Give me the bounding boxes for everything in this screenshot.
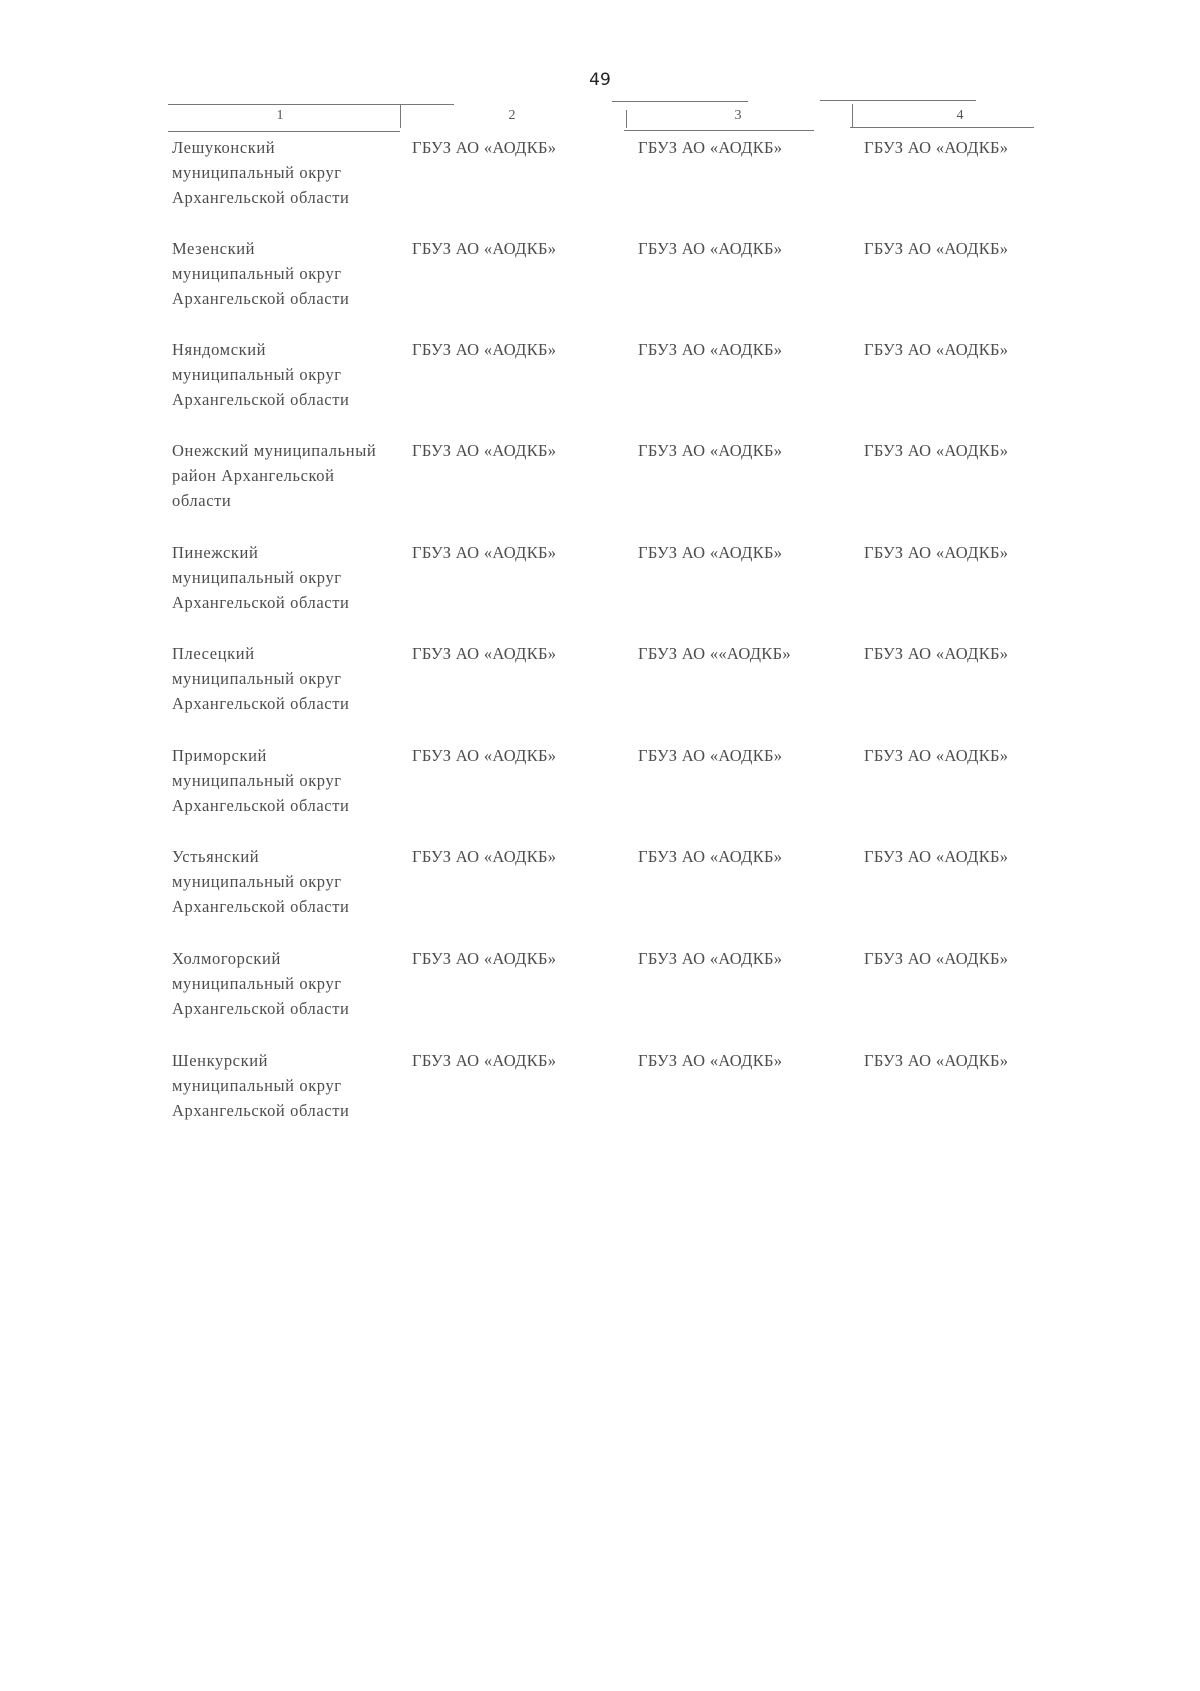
district-line: муниципальный округ (172, 771, 342, 790)
district-cell (172, 946, 397, 1021)
district-line: Архангельской области (172, 289, 350, 308)
district-line: Пинежский (172, 543, 259, 562)
district-cell (172, 337, 397, 412)
district-cell (172, 743, 397, 818)
column-header-1: 1 (276, 108, 284, 123)
header-rule-col4 (820, 100, 976, 101)
org-cell-col2: ГБУЗ АО «АОДКБ» (412, 543, 557, 562)
org-cell-col2: ГБУЗ АО «АОДКБ» (412, 644, 557, 663)
org-cell-col4: ГБУЗ АО «АОДКБ» (864, 239, 1009, 258)
district-line: Плесецкий (172, 644, 255, 663)
org-cell-col4: ГБУЗ АО «АОДКБ» (864, 847, 1009, 866)
org-cell-col2: ГБУЗ АО «АОДКБ» (412, 441, 557, 460)
district-line: Шенкурский (172, 1051, 269, 1070)
district-line: муниципальный округ (172, 264, 342, 283)
org-cell-col4: ГБУЗ АО «АОДКБ» (864, 644, 1009, 663)
header-divider-3 (852, 104, 853, 128)
district-line: Лешуконский (172, 138, 276, 157)
district-line: Устьянский (172, 847, 260, 866)
district-line: Онежский муниципальный (172, 441, 377, 460)
org-cell-col4: ГБУЗ АО «АОДКБ» (864, 949, 1009, 968)
district-line: муниципальный округ (172, 163, 342, 182)
org-cell-col3: ГБУЗ АО «АОДКБ» (638, 441, 783, 460)
district-cell (172, 1048, 397, 1123)
district-cell (172, 438, 397, 513)
header-rule-col3-bottom (624, 130, 814, 131)
column-header-2: 2 (508, 108, 516, 123)
district-line: муниципальный округ (172, 365, 342, 384)
district-line: муниципальный округ (172, 669, 342, 688)
header-divider-1 (400, 104, 401, 128)
org-cell-col2: ГБУЗ АО «АОДКБ» (412, 1051, 557, 1070)
org-cell-col2: ГБУЗ АО «АОДКБ» (412, 746, 557, 765)
org-cell-col3: ГБУЗ АО «АОДКБ» (638, 746, 783, 765)
district-cell (172, 641, 397, 716)
org-cell-col3: ГБУЗ АО «АОДКБ» (638, 138, 783, 157)
district-line: муниципальный округ (172, 974, 342, 993)
column-header-3: 3 (734, 108, 742, 123)
district-line: Архангельской области (172, 188, 350, 207)
column-header-4: 4 (956, 108, 964, 123)
header-rule-col1-bottom (168, 131, 400, 132)
org-cell-col3: ГБУЗ АО ««АОДКБ» (638, 644, 791, 663)
header-rule-col4-bottom (850, 127, 1034, 128)
org-cell-col2: ГБУЗ АО «АОДКБ» (412, 138, 557, 157)
district-line: муниципальный округ (172, 872, 342, 891)
district-line: Холмогорский (172, 949, 281, 968)
district-line: район Архангельской (172, 466, 335, 485)
org-cell-col4: ГБУЗ АО «АОДКБ» (864, 441, 1009, 460)
district-line: Архангельской области (172, 593, 350, 612)
header-divider-2 (626, 110, 627, 128)
org-cell-col3: ГБУЗ АО «АОДКБ» (638, 340, 783, 359)
district-cell (172, 135, 397, 210)
header-rule-col1 (168, 104, 454, 105)
org-cell-col3: ГБУЗ АО «АОДКБ» (638, 239, 783, 258)
org-cell-col4: ГБУЗ АО «АОДКБ» (864, 1051, 1009, 1070)
district-line: Приморский (172, 746, 267, 765)
org-cell-col3: ГБУЗ АО «АОДКБ» (638, 949, 783, 968)
org-cell-col4: ГБУЗ АО «АОДКБ» (864, 138, 1009, 157)
district-line: муниципальный округ (172, 1076, 342, 1095)
org-cell-col4: ГБУЗ АО «АОДКБ» (864, 746, 1009, 765)
org-cell-col4: ГБУЗ АО «АОДКБ» (864, 543, 1009, 562)
org-cell-col4: ГБУЗ АО «АОДКБ» (864, 340, 1009, 359)
district-cell (172, 844, 397, 919)
header-rule-col3 (612, 101, 748, 102)
org-cell-col2: ГБУЗ АО «АОДКБ» (412, 847, 557, 866)
org-cell-col3: ГБУЗ АО «АОДКБ» (638, 847, 783, 866)
district-line: области (172, 491, 232, 510)
district-line: Мезенский (172, 239, 256, 258)
district-line: Архангельской области (172, 1101, 350, 1120)
district-line: Архангельской области (172, 897, 350, 916)
district-line: муниципальный округ (172, 568, 342, 587)
page-number: 49 (589, 70, 611, 90)
district-cell (172, 540, 397, 615)
district-line: Архангельской области (172, 999, 350, 1018)
district-line: Архангельской области (172, 694, 350, 713)
org-cell-col2: ГБУЗ АО «АОДКБ» (412, 239, 557, 258)
org-cell-col3: ГБУЗ АО «АОДКБ» (638, 1051, 783, 1070)
org-cell-col2: ГБУЗ АО «АОДКБ» (412, 949, 557, 968)
org-cell-col2: ГБУЗ АО «АОДКБ» (412, 340, 557, 359)
org-cell-col3: ГБУЗ АО «АОДКБ» (638, 543, 783, 562)
district-line: Няндомский (172, 340, 267, 359)
district-line: Архангельской области (172, 390, 350, 409)
district-cell (172, 236, 397, 311)
district-line: Архангельской области (172, 796, 350, 815)
